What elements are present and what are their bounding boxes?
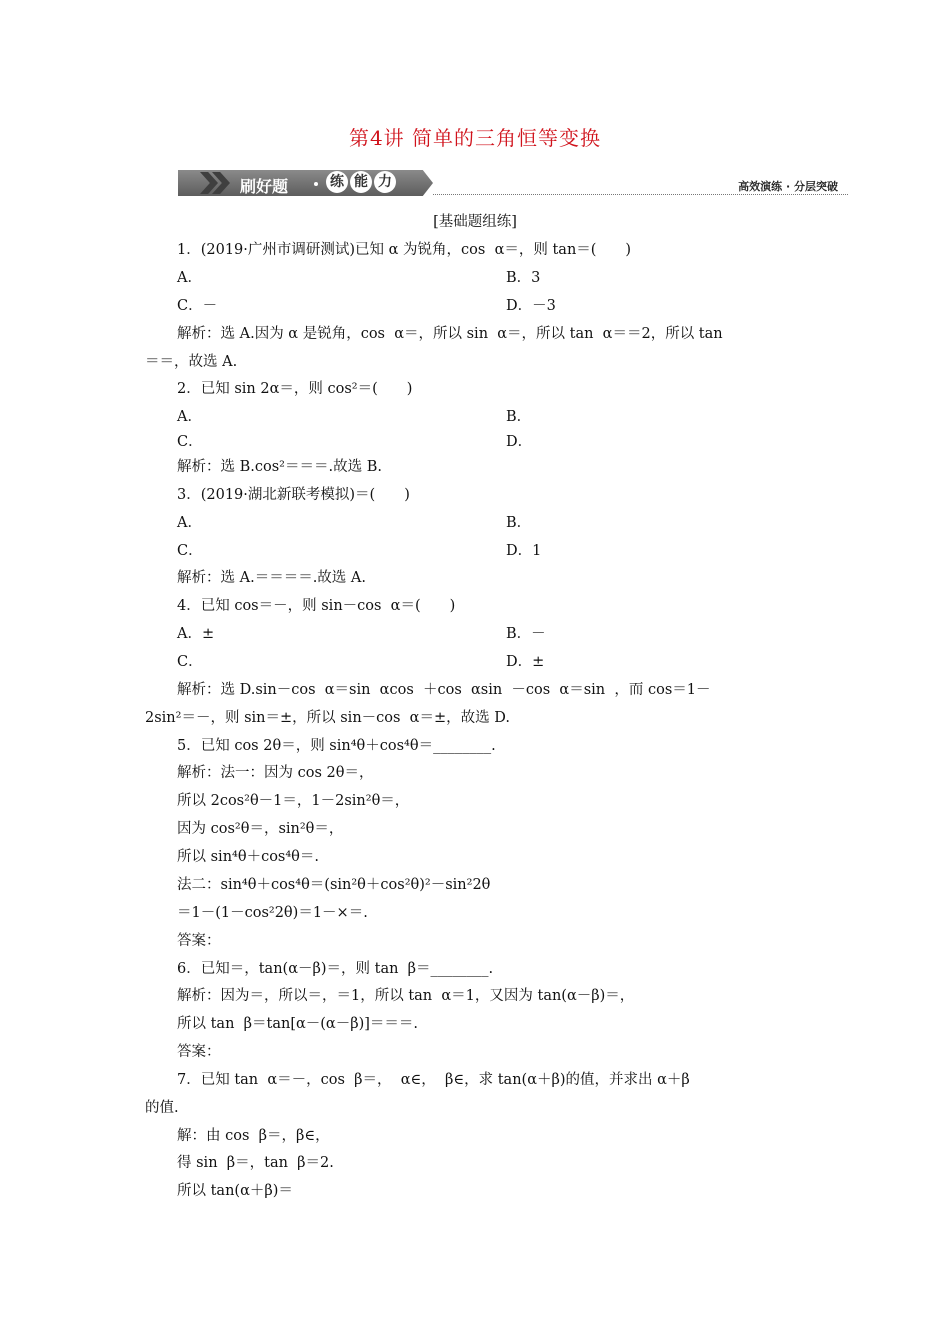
solution-line: 得 sin β＝，tan β＝2.: [177, 1155, 334, 1171]
option-line: B．: [506, 409, 532, 425]
option-line: B．3: [506, 270, 541, 286]
banner-dot: [314, 182, 318, 186]
solution-line: 解析：选 A.因为 α 是锐角，cos α＝，所以 sin α＝，所以 tan α＝＝2，所以 tan: [177, 326, 723, 342]
banner-label: 刷好题: [240, 177, 289, 196]
section-heading: [基础题组练]: [433, 214, 517, 230]
option-line: B．－: [506, 626, 546, 642]
solution-line: 所以 2cos²θ－1＝，1－2sin²θ＝，: [177, 793, 410, 809]
option-line: A．±: [177, 626, 215, 642]
option-line: D．1: [506, 543, 542, 559]
question-line: 的值.: [145, 1100, 179, 1116]
section-banner: [178, 164, 848, 200]
question-line: 6．已知＝，tan(α－β)＝，则 tan β＝________.: [177, 961, 494, 977]
option-line: D．: [506, 434, 533, 450]
solution-line: ＝1－(1－cos²2θ)＝1－×＝.: [177, 905, 368, 921]
answer-line: 答案：: [177, 1044, 221, 1060]
banner-circle-char: 能: [350, 171, 372, 193]
solution-line: 法二：sin⁴θ＋cos⁴θ＝(sin²θ＋cos²θ)²－sin²2θ: [177, 877, 491, 893]
question-line: 3．(2019·湖北新联考模拟)＝( ): [177, 487, 410, 503]
option-line: A．: [177, 409, 202, 425]
solution-line: 所以 sin⁴θ＋cos⁴θ＝.: [177, 849, 320, 865]
option-line: C．: [177, 654, 203, 670]
solution-line: 所以 tan β＝tan[α－(α－β)]＝＝＝.: [177, 1016, 419, 1032]
solution-line: 因为 cos²θ＝，sin²θ＝，: [177, 821, 344, 837]
question-line: 5．已知 cos 2θ＝，则 sin⁴θ＋cos⁴θ＝________.: [177, 738, 496, 754]
question-line: 1．(2019·广州市调研测试)已知 α 为锐角，cos α＝，则 tan＝( ): [177, 242, 632, 258]
option-line: A．: [177, 270, 202, 286]
option-line: A．: [177, 515, 202, 531]
solution-line: 解析：选 A.＝＝＝＝.故选 A.: [177, 570, 366, 586]
answer-line: 答案：: [177, 933, 221, 949]
solution-line: ＝＝，故选 A.: [145, 354, 238, 370]
option-line: B．: [506, 515, 532, 531]
solution-line: 解析：选 B.cos²＝＝＝.故选 B.: [177, 459, 382, 475]
page-title: 第4讲 简单的三角恒等变换: [348, 126, 602, 150]
option-line: C．: [177, 434, 203, 450]
solution-line: 2sin²＝－，则 sin＝±，所以 sin－cos α＝±，故选 D.: [145, 710, 510, 726]
banner-circle-group: [326, 171, 396, 193]
question-line: 4．已知 cos＝－，则 sin－cos α＝( ): [177, 598, 456, 614]
solution-line: 解析：法一：因为 cos 2θ＝，: [177, 765, 374, 781]
banner-circle-char: 练: [326, 171, 348, 193]
solution-line: 解：由 cos β＝，β∈，: [177, 1128, 330, 1144]
question-line: 7．已知 tan α＝－，cos β＝， α∈， β∈，求 tan(α＋β)的值，并求出 α＋β: [177, 1072, 690, 1088]
solution-line: 所以 tan(α＋β)＝: [177, 1183, 293, 1199]
question-line: 2．已知 sin 2α＝，则 cos²＝( ): [177, 381, 413, 397]
solution-line: 解析：因为＝，所以＝，＝1，所以 tan α＝1，又因为 tan(α－β)＝，: [177, 988, 635, 1004]
option-line: D．－3: [506, 298, 556, 314]
option-line: D．±: [506, 654, 545, 670]
option-line: C．－: [177, 298, 218, 314]
solution-line: 解析：选 D.sin－cos α＝sin αcos ＋cos αsin －cos α＝sin ，而 cos＝1－: [177, 682, 711, 698]
banner-subtitle: 高效演练 · 分层突破: [738, 180, 838, 193]
option-line: C．: [177, 543, 203, 559]
banner-circle-char: 力: [374, 171, 396, 193]
banner-divider: [433, 194, 848, 195]
